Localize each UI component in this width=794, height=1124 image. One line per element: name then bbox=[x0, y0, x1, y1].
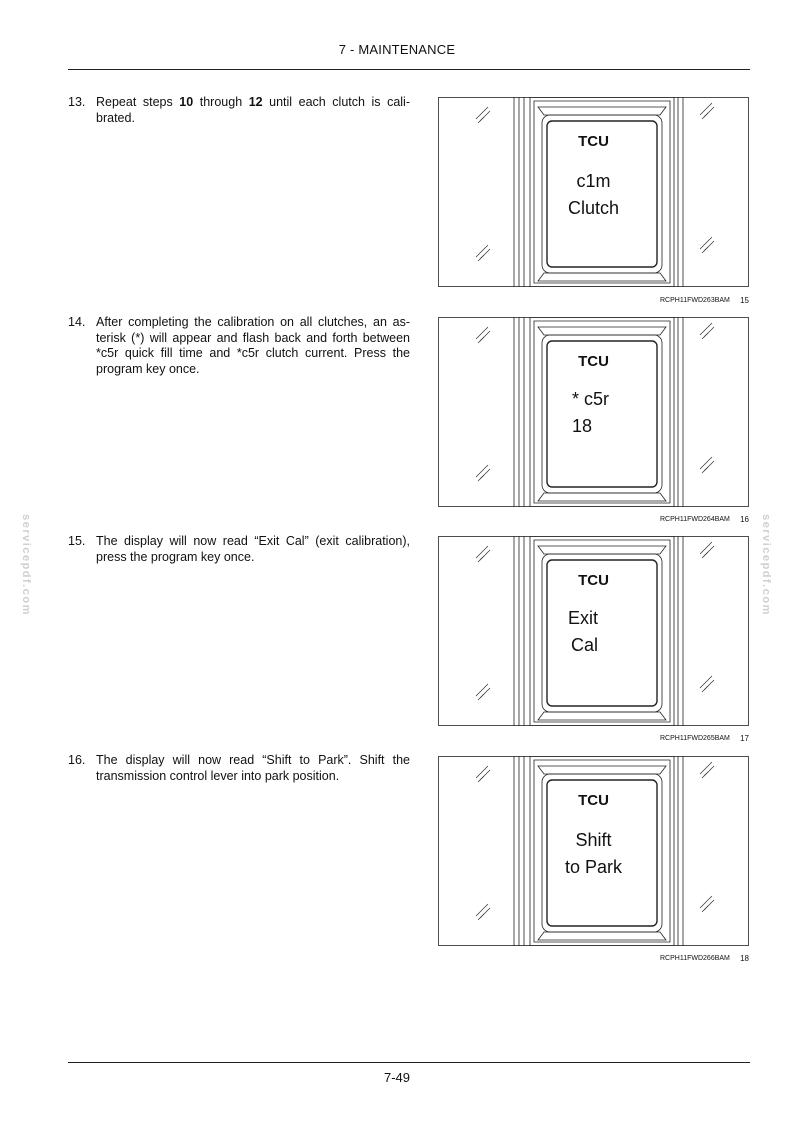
figure-code: RCPH11FWD266BAM bbox=[660, 955, 730, 962]
watermark-right: servicepdf.com bbox=[760, 514, 772, 616]
display-line2: to Park bbox=[564, 857, 623, 877]
display-line1: c1m bbox=[576, 171, 611, 191]
display-tcu-label: TCU bbox=[578, 792, 609, 809]
figure-code: RCPH11FWD264BAM bbox=[660, 516, 730, 523]
display-illustration bbox=[438, 97, 749, 287]
display-line1: * c5r bbox=[572, 389, 610, 409]
figure-number: 15 bbox=[740, 296, 749, 305]
step-13 bbox=[68, 95, 410, 126]
display-tcu-label: TCU bbox=[578, 572, 609, 589]
step-14 bbox=[68, 315, 410, 377]
step-text: The display will now read “Exit Cal” (exit calibration), press the program key once. bbox=[96, 534, 410, 564]
figure-number: 16 bbox=[740, 515, 749, 524]
step-15 bbox=[68, 534, 410, 565]
header-rule bbox=[68, 69, 750, 70]
step-text: Repeat steps 10 through 12 until each clutch is cali-brated. bbox=[96, 95, 410, 125]
footer-rule bbox=[68, 1062, 750, 1063]
step-text: After completing the calibration on all clutches, an as-terisk (*) will appear and flash back and forth between *c5r quick fill time and *c5r clutch current. Press the program key once. bbox=[96, 315, 410, 376]
display-tcu-label: TCU bbox=[578, 133, 609, 150]
display-line2: Cal bbox=[571, 635, 599, 655]
figure-17 bbox=[438, 536, 749, 726]
step-text: The display will now read “Shift to Park”. Shift the transmission control lever into park position. bbox=[96, 753, 410, 783]
figure-15 bbox=[438, 97, 749, 287]
figure-code: RCPH11FWD263BAM bbox=[660, 297, 730, 304]
figure-number: 18 bbox=[740, 954, 749, 963]
display-tcu-label: TCU bbox=[578, 353, 609, 370]
step-number: 14. bbox=[68, 315, 86, 329]
figure-number: 17 bbox=[740, 734, 749, 743]
page-number: 7-49 bbox=[383, 1070, 411, 1085]
figure-16 bbox=[438, 317, 749, 507]
step-number: 16. bbox=[68, 753, 86, 767]
watermark-left: servicepdf.com bbox=[20, 514, 32, 616]
display-illustration bbox=[438, 317, 749, 507]
display-illustration bbox=[438, 536, 749, 726]
step-number: 15. bbox=[68, 534, 86, 548]
page-header: 7 - MAINTENANCE bbox=[338, 42, 456, 57]
display-illustration bbox=[438, 756, 749, 946]
step-16 bbox=[68, 753, 410, 784]
display-line1: Exit bbox=[568, 608, 599, 628]
figure-code: RCPH11FWD265BAM bbox=[660, 735, 730, 742]
display-line1: Shift bbox=[575, 830, 612, 850]
display-line2: 18 bbox=[572, 416, 593, 436]
display-line2: Clutch bbox=[567, 198, 620, 218]
figure-18 bbox=[438, 756, 749, 946]
step-number: 13. bbox=[68, 95, 86, 109]
